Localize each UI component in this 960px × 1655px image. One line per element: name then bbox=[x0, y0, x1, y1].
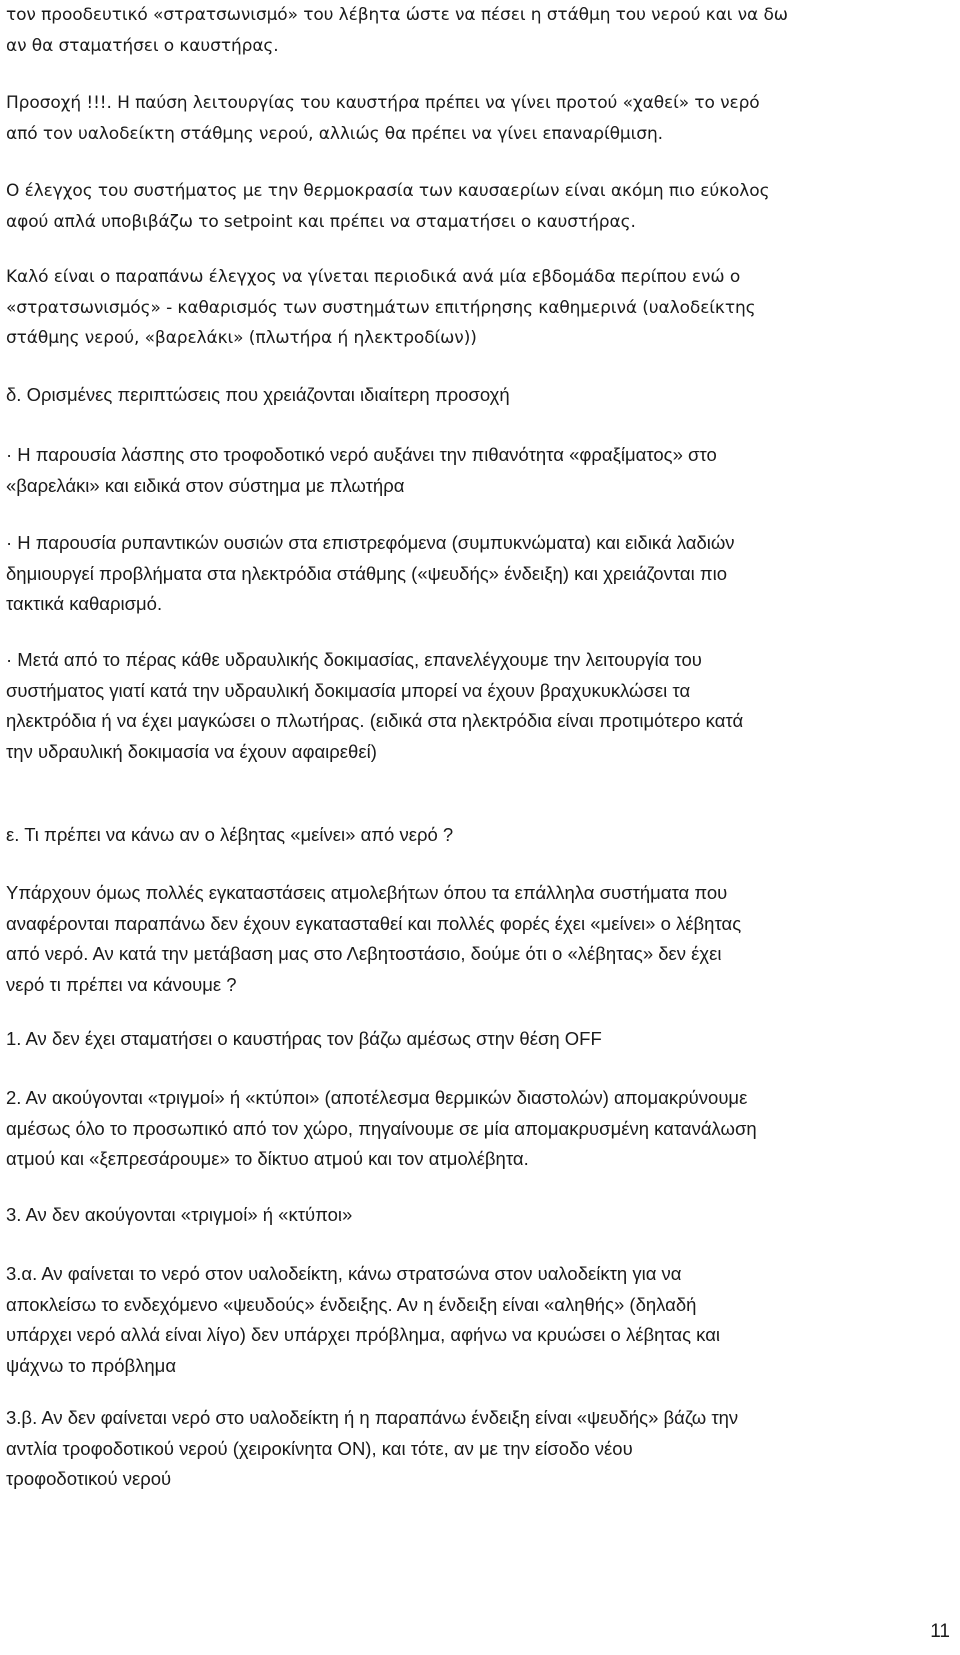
paragraph-flue-gas-check: Ο έλεγχος του συστήματος με την θερμοκρασία των καυσαερίων είναι ακόμη πιο εύκολος αφού απλά υποβιβάζω το setpoint και πρέπει να σταματήσει ο καυστήρας. bbox=[6, 181, 770, 232]
step-3a: 3.α. Αν φαίνεται το νερό στον υαλοδείκτη, κάνω στρατσώνα στον υαλοδείκτη για να αποκλείσω το ενδεχόμενο «ψευδούς» ένδειξης. Αν η ένδειξη είναι «αληθής» (δηλαδή υπάρχει νερό αλλά είναι λίγο) δεν υπάρχει πρόβλημα, αφήνω να κρυώσει ο λέβητας και ψάχνω το πρόβλημα bbox=[6, 1263, 721, 1376]
section-heading-no-water: ε. Τι πρέπει να κάνω αν ο λέβητας «μείνει» από νερό ? bbox=[6, 824, 454, 845]
bullet-hydraulic-test: · Μετά από το πέρας κάθε υδραυλικής δοκιμασίας, επανελέγχουμε την λειτουργία του συστήματος γιατί κατά την υδραυλική δοκιμασία μπορεί να έχουν βραχυκυκλώσει τα ηλεκτρόδια ή να έχει μαγκώσει ο πλωτήρας. (ειδικά στα ηλεκτρόδια είναι προτιμότερο κατά την υδραυλική δοκιμασία να έχουν αφαιρεθεί) bbox=[6, 649, 744, 762]
section-heading-special-cases: δ. Ορισμένες περιπτώσεις που χρειάζονται ιδιαίτερη προσοχή bbox=[6, 384, 510, 405]
bullet-sludge: · Η παρουσία λάσπης στο τροφοδοτικό νερό αυξάνει την πιθανότητα «φραξίματος» στο «βαρελάκι» και ειδικά στον σύστημα με πλωτήρα bbox=[6, 444, 717, 496]
step-2: 2. Αν ακούγονται «τριγμοί» ή «κτύποι» (αποτέλεσμα θερμικών διαστολών) απομακρύνουμε αμέσως όλο το προσωπικό από τον χώρο, πηγαίνουμε σε μία απομακρυσμένη κατανάλωση ατμού και «ξεπρεσάρουμε» το δίκτυο ατμού και τον ατμολέβητα. bbox=[6, 1087, 757, 1169]
step-3b: 3.β. Αν δεν φαίνεται νερό στο υαλοδείκτη ή η παραπάνω ένδειξη είναι «ψευδής» βάζω την αντλία τροφοδοτικού νερού (χειροκίνητα ΟΝ), και τότε, αν με την είσοδο νέου τροφοδοτικού νερού bbox=[6, 1407, 739, 1489]
paragraph-caution: Προσοχή !!!. Η παύση λειτουργίας του καυστήρα πρέπει να γίνει προτού «χαθεί» το νερό από τον υαλοδείκτη στάθμης νερού, αλλιώς θα πρέπει να γίνει επαναρίθμιση. bbox=[6, 93, 760, 144]
bullet-contaminants: · Η παρουσία ρυπαντικών ουσιών στα επιστρεφόμενα (συμπυκνώματα) και ειδικά λαδιών δημιουργεί προβλήματα στα ηλεκτρόδια στάθμης («ψευδής» ένδειξη) και χρειάζονται πιο τακτικά καθαρισμό. bbox=[6, 532, 735, 614]
paragraph-installations: Υπάρχουν όμως πολλές εγκαταστάσεις ατμολεβήτων όπου τα επάλληλα συστήματα που αναφέρονται παραπάνω δεν έχουν εγκατασταθεί και πολλές φορές έχει «μείνει» ο λέβητας από νερό. Αν κατά την μετάβαση μας στο Λεβητοστάσιο, δούμε ότι ο «λέβητας» δεν έχει νερό τι πρέπει να κάνουμε ? bbox=[6, 882, 742, 995]
step-1: 1. Αν δεν έχει σταματήσει ο καυστήρας τον βάζω αμέσως στην θέση OFF bbox=[6, 1028, 602, 1049]
step-3: 3. Αν δεν ακούγονται «τριγμοί» ή «κτύποι» bbox=[6, 1204, 353, 1225]
paragraph-boiler-test-continuation: τον προοδευτικό «στρατσωνισμό» του λέβητα ώστε να πέσει η στάθμη του νερού και να δω αν θα σταματήσει ο καυστήρας. bbox=[6, 5, 788, 56]
page-number: 11 bbox=[930, 1621, 950, 1642]
document-page bbox=[6, 0, 950, 1655]
paragraph-periodic-check: Καλό είναι ο παραπάνω έλεγχος να γίνεται περιοδικά ανά μία εβδομάδα περίπου ενώ ο «στρατσωνισμός» - καθαρισμός των συστημάτων επιτήρησης καθημερινά (υαλοδείκτης στάθμης νερού, «βαρελάκι» (πλωτήρα ή ηλεκτροδίων)) bbox=[6, 267, 756, 348]
